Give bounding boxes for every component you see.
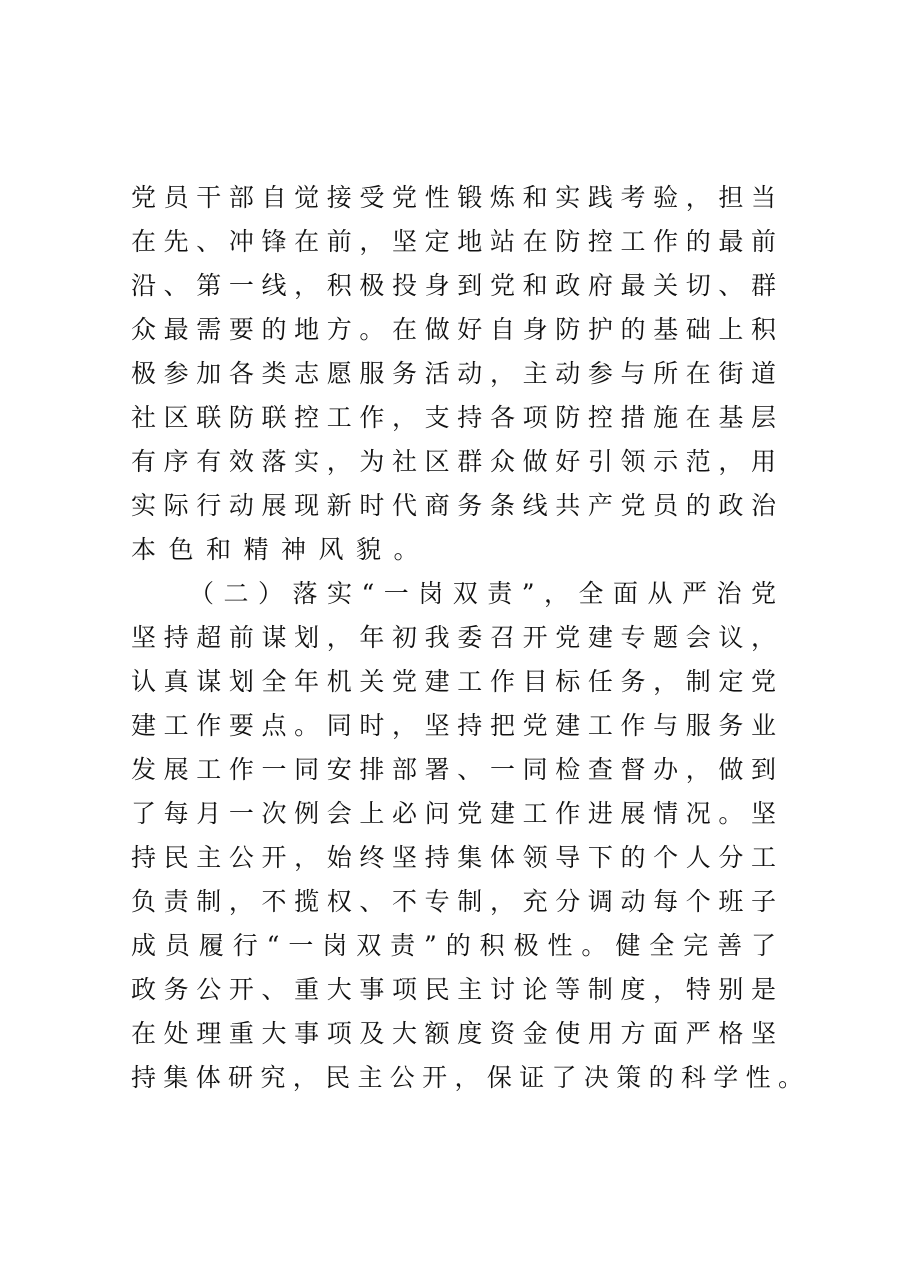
text-line: 建工作要点。同时，坚持把党建工作与服务业 (131, 711, 776, 740)
text-line: 有序有效落实，为社区群众做好引领示范，用 (131, 447, 776, 476)
text-line: 坚持超前谋划，年初我委召开党建专题会议， (131, 623, 776, 652)
body-text (131, 176, 831, 1100)
text-line: 在先、冲锋在前，坚定地站在防控工作的最前 (131, 227, 776, 256)
text-line: 在处理重大事项及大额度资金使用方面严格坚 (131, 1019, 776, 1048)
text-line: 沿、第一线，积极投身到党和政府最关切、群 (131, 271, 776, 300)
text-line: 众最需要的地方。在做好自身防护的基础上积 (131, 315, 776, 344)
text-line: 发展工作一同安排部署、一同检查督办，做到 (131, 755, 776, 784)
text-line: 负责制，不揽权、不专制，充分调动每个班子 (131, 887, 776, 916)
text-line: 政务公开、重大事项民主讨论等制度，特别是 (131, 975, 776, 1004)
text-line: 党员干部自觉接受党性锻炼和实践考验，担当 (131, 183, 776, 212)
text-line: 本色和精神风貌。 (131, 535, 432, 564)
text-line: 持集体研究，民主公开，保证了决策的科学性。 (131, 1063, 803, 1092)
text-line: 实际行动展现新时代商务条线共产党员的政治 (131, 491, 776, 520)
text-line: 持民主公开，始终坚持集体领导下的个人分工 (131, 843, 776, 872)
text-line: 成员履行“一岗双责”的积极性。健全完善了 (131, 931, 776, 960)
text-line: 极参加各类志愿服务活动，主动参与所在街道 (131, 359, 776, 388)
text-line: 了每月一次例会上必问党建工作进展情况。坚 (131, 799, 776, 828)
section-heading: （二）落实“一岗双责”，全面从严治党 (189, 579, 776, 608)
text-line: 社区联防联控工作，支持各项防控措施在基层 (131, 403, 776, 432)
text-line: 认真谋划全年机关党建工作目标任务，制定党 (131, 667, 776, 696)
